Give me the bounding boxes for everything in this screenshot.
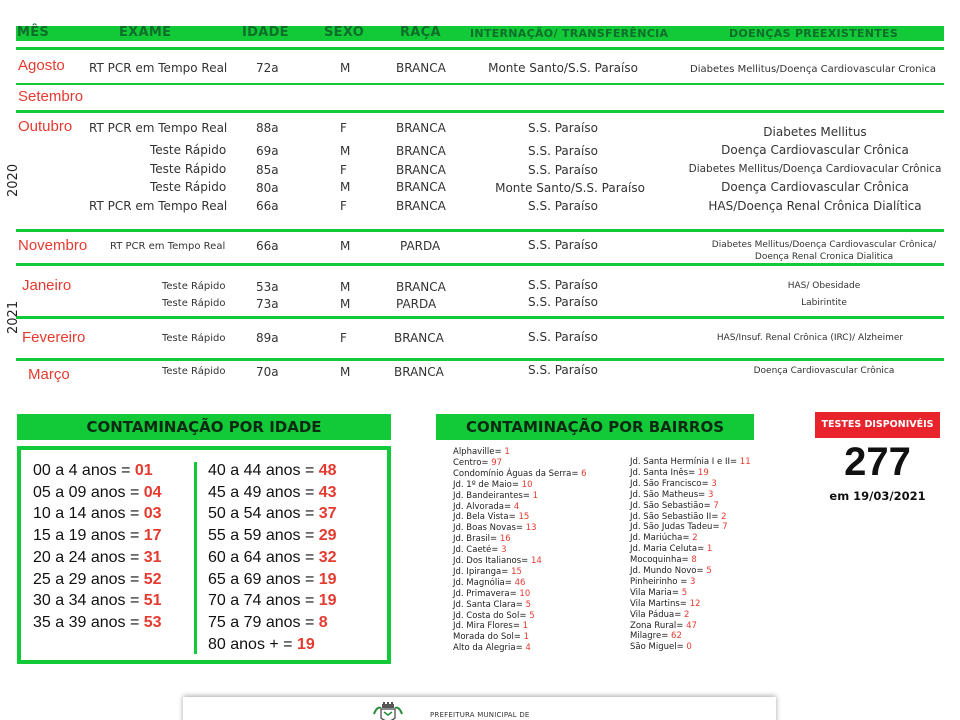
cell-sexo: F bbox=[340, 121, 347, 135]
bairro-count: 7 bbox=[722, 522, 728, 533]
cell-raca: PARDA bbox=[400, 239, 441, 253]
bairro-name: Jd. 1º de Maio= bbox=[453, 479, 522, 490]
bairro-count: 0 bbox=[686, 642, 692, 653]
cell-internacao: S.S. Paraíso bbox=[528, 199, 598, 213]
bairro-row bbox=[453, 643, 531, 653]
age-range-row bbox=[208, 527, 337, 545]
cell-internacao: S.S. Paraíso bbox=[528, 330, 598, 344]
age-range-count: 17 bbox=[143, 527, 162, 545]
bairro-name: Jd. Mundo Novo= bbox=[630, 566, 707, 576]
bairro-count: 10 bbox=[521, 479, 533, 490]
bairro-row bbox=[630, 642, 692, 652]
age-range-label: 50 a 54 anos = bbox=[208, 505, 319, 523]
bairro-name: Jd. Alvorada= bbox=[453, 501, 514, 512]
bairro-name: Jd. Santa Clara= bbox=[453, 599, 526, 610]
age-range-row bbox=[33, 505, 162, 523]
age-range-label: 70 a 74 anos = bbox=[208, 592, 319, 610]
age-range-count: 37 bbox=[318, 505, 337, 523]
cell-sexo: M bbox=[340, 280, 351, 294]
header-sexo: SEXO bbox=[324, 25, 365, 40]
age-range-count: 48 bbox=[318, 462, 337, 479]
bairro-row bbox=[630, 512, 727, 522]
cell-raca: BRANCA bbox=[396, 199, 446, 213]
age-range-label: 45 a 49 anos = bbox=[208, 483, 319, 501]
row-separator bbox=[16, 358, 944, 361]
bairro-name: Jd. Bandeirantes= bbox=[453, 490, 533, 501]
age-panel-title: CONTAMINAÇÃO POR IDADE bbox=[17, 414, 391, 440]
age-range-label: 60 a 64 anos = bbox=[208, 548, 319, 566]
bairro-count: 5 bbox=[681, 587, 688, 598]
bairro-name: Jd. Mira Flores= bbox=[453, 621, 523, 632]
cell-raca: BRANCA bbox=[396, 144, 446, 158]
bairro-count: 47 bbox=[686, 620, 697, 631]
bairro-row bbox=[630, 566, 712, 576]
age-range-row bbox=[208, 462, 337, 480]
cell-doencas: HAS/Doença Renal Crônica Dialítica bbox=[708, 199, 922, 213]
bairro-name: Jd. São Matheus= bbox=[630, 489, 708, 500]
bairro-row bbox=[453, 480, 533, 490]
cell-exame: RT PCR em Tempo Real bbox=[89, 121, 228, 135]
cell-exame: RT PCR em Tempo Real bbox=[110, 241, 226, 252]
bairro-name: Jd. Brasil= bbox=[453, 534, 500, 545]
bairro-name: Jd. Caeté= bbox=[453, 545, 502, 556]
bairro-name: Centro= bbox=[453, 457, 492, 468]
month-novembro: Novembro bbox=[18, 237, 88, 254]
bairro-row bbox=[630, 610, 689, 620]
year-label-2020: 2020 bbox=[6, 163, 21, 197]
cell-doencas: Diabetes Mellitus/Doença Cardiovascular Crônica/ bbox=[711, 240, 937, 250]
bairro-name: Jd. São Sebastião II= bbox=[630, 511, 722, 522]
cell-internacao: Monte Santo/S.S. Paraíso bbox=[488, 61, 638, 75]
cell-idade: 66a bbox=[256, 239, 279, 253]
age-range-label: 10 a 14 anos = bbox=[33, 505, 144, 523]
bairro-row bbox=[453, 567, 522, 577]
cell-doencas: Doença Cardiovascular Crônica bbox=[721, 180, 909, 194]
bairro-count: 10 bbox=[519, 588, 531, 599]
cell-doencas: Diabetes Mellitus/Doença Cardiovascular Cronica bbox=[690, 64, 936, 75]
bairro-count: 1 bbox=[532, 490, 539, 501]
bairro-name: São Miguel= bbox=[630, 642, 687, 653]
bairro-name: Jd. Maria Celuta= bbox=[630, 544, 707, 555]
bairro-name: Zona Rural= bbox=[630, 620, 687, 631]
bairro-row bbox=[453, 469, 587, 479]
age-range-row bbox=[33, 592, 162, 610]
age-range-row bbox=[33, 549, 162, 567]
cell-idade: 88a bbox=[256, 121, 279, 135]
bairro-row bbox=[453, 534, 511, 544]
cell-internacao: S.S. Paraíso bbox=[528, 238, 598, 252]
cell-sexo: F bbox=[340, 331, 347, 345]
bairro-count: 5 bbox=[529, 610, 535, 621]
bairro-name: Jd. São Judas Tadeu= bbox=[630, 522, 723, 533]
cell-exame: RT PCR em Tempo Real bbox=[89, 61, 228, 75]
bairro-name: Alto da Alegria= bbox=[453, 643, 526, 654]
age-range-label: 00 a 4 anos = bbox=[33, 462, 135, 479]
bairro-name: Jd. Bela Vista= bbox=[453, 512, 519, 523]
cell-sexo: M bbox=[340, 144, 351, 158]
age-range-label: 15 a 19 anos = bbox=[33, 527, 144, 545]
bairro-count: 2 bbox=[721, 511, 727, 522]
cell-exame: Teste Rápido bbox=[162, 298, 226, 309]
cell-exame: RT PCR em Tempo Real bbox=[89, 199, 228, 213]
cell-idade: 72a bbox=[256, 61, 279, 75]
bairro-name: Jd. Boas Novas= bbox=[453, 523, 526, 534]
bairro-name: Jd. Santa Inês= bbox=[630, 467, 698, 478]
cell-doencas: Labirintite bbox=[801, 298, 847, 308]
bairro-count: 15 bbox=[511, 566, 522, 577]
bairro-count: 13 bbox=[525, 523, 537, 534]
bairro-name: Mocoquinha= bbox=[630, 555, 692, 566]
cell-internacao: S.S. Paraíso bbox=[528, 163, 598, 177]
header-raca: RAÇA bbox=[400, 25, 441, 40]
row-separator bbox=[16, 47, 944, 50]
cell-idade: 66a bbox=[256, 199, 279, 213]
bairro-count: 5 bbox=[706, 566, 712, 576]
bairro-count: 14 bbox=[531, 556, 542, 566]
cell-doencas: Doença Cardiovascular Crônica bbox=[753, 366, 895, 376]
municipal-seal-icon bbox=[371, 702, 405, 720]
bairro-count: 15 bbox=[518, 512, 530, 523]
age-range-count: 31 bbox=[143, 548, 162, 566]
bairro-count: 62 bbox=[671, 631, 682, 642]
bairro-count: 2 bbox=[684, 609, 690, 620]
bairro-count: 97 bbox=[491, 457, 503, 468]
header-exame: EXAME bbox=[119, 25, 172, 40]
header-idade: IDADE bbox=[242, 25, 289, 40]
cell-sexo: F bbox=[340, 163, 347, 177]
bairro-name: Jd. Costa do Sol= bbox=[453, 610, 530, 621]
bairro-name: Vila Maria= bbox=[630, 587, 682, 598]
age-range-row bbox=[33, 462, 153, 480]
cell-doencas: Diabetes Mellitus bbox=[763, 125, 867, 139]
cell-sexo: M bbox=[340, 180, 351, 194]
bairro-row bbox=[453, 632, 529, 642]
bairro-count: 8 bbox=[691, 555, 697, 566]
bairro-count: 4 bbox=[525, 643, 531, 654]
bairro-count: 5 bbox=[525, 599, 531, 610]
cell-exame: Teste Rápido bbox=[162, 366, 226, 377]
bairro-name: Jd. Santa Hermínia I e II= bbox=[630, 457, 740, 467]
bairro-row bbox=[453, 512, 529, 522]
row-separator bbox=[16, 110, 944, 113]
bairro-name: Jd. São Francisco= bbox=[630, 478, 712, 489]
bairro-row bbox=[453, 523, 537, 533]
year-label-2021: 2021 bbox=[6, 300, 21, 334]
bairro-count: 46 bbox=[514, 577, 526, 588]
tests-available-date: em 19/03/2021 bbox=[829, 489, 926, 503]
bairro-name: Jd. Ipiranga= bbox=[453, 566, 512, 577]
age-range-row bbox=[208, 505, 337, 523]
cell-doencas: Doença Renal Cronica Dialitica bbox=[754, 252, 894, 262]
age-range-count: 52 bbox=[143, 570, 162, 588]
bairro-name: Morada do Sol= bbox=[453, 632, 524, 643]
bairro-row bbox=[630, 631, 682, 641]
cell-raca: BRANCA bbox=[396, 180, 446, 194]
row-separator bbox=[16, 83, 944, 85]
footer-text: PREFEITURA MUNICIPAL DE bbox=[430, 711, 530, 719]
month-fevereiro: Fevereiro bbox=[22, 329, 86, 346]
age-range-label: 35 a 39 anos = bbox=[33, 613, 144, 631]
cell-idade: 89a bbox=[256, 331, 279, 345]
cell-sexo: M bbox=[340, 297, 351, 311]
bairro-count: 1 bbox=[523, 632, 530, 643]
bairro-count: 1 bbox=[504, 447, 510, 457]
cell-internacao: S.S. Paraíso bbox=[528, 295, 598, 309]
bairro-name: Alphaville= bbox=[453, 447, 505, 457]
age-range-count: 43 bbox=[318, 483, 337, 501]
bairro-row bbox=[630, 533, 698, 543]
cell-sexo: M bbox=[340, 365, 351, 379]
bairro-row bbox=[453, 589, 530, 599]
cell-internacao: S.S. Paraíso bbox=[528, 363, 598, 377]
age-range-row bbox=[208, 636, 315, 654]
cell-exame: Teste Rápido bbox=[162, 281, 226, 292]
bairro-name: Jd. Primavera= bbox=[453, 588, 520, 599]
cell-idade: 85a bbox=[256, 163, 279, 177]
cell-sexo: F bbox=[340, 199, 347, 213]
bairro-name: Condomínio Águas da Serra= bbox=[453, 468, 582, 479]
age-range-row bbox=[208, 484, 337, 502]
cell-raca: BRANCA bbox=[396, 61, 446, 75]
age-range-count: 19 bbox=[318, 570, 337, 588]
bairro-row bbox=[453, 611, 535, 621]
age-range-row bbox=[33, 614, 162, 632]
bairro-row bbox=[630, 522, 728, 532]
bairro-count: 3 bbox=[711, 478, 717, 489]
age-range-count: 19 bbox=[318, 592, 337, 610]
header-mes: MÊS bbox=[17, 25, 50, 40]
bairro-row bbox=[630, 490, 713, 500]
bairro-row bbox=[453, 545, 507, 555]
age-range-count: 53 bbox=[143, 613, 162, 631]
cell-raca: BRANCA bbox=[396, 280, 446, 294]
cell-raca: PARDA bbox=[396, 297, 437, 311]
bairro-count: 2 bbox=[692, 533, 698, 544]
bairro-name: Jd. Dos Italianos= bbox=[453, 556, 532, 566]
age-panel-divider bbox=[194, 462, 197, 654]
bairro-row bbox=[630, 599, 700, 609]
bairro-count: 19 bbox=[697, 467, 709, 478]
age-range-label: 30 a 34 anos = bbox=[33, 592, 144, 610]
bairro-name: Pinheirinho = bbox=[630, 576, 691, 587]
age-range-label: 40 a 44 anos = bbox=[208, 462, 319, 479]
bairro-row bbox=[630, 501, 719, 511]
age-range-label: 25 a 29 anos = bbox=[33, 570, 144, 588]
cell-doencas: Diabetes Mellitus/Doença Cardiovacular Crônica bbox=[688, 163, 942, 175]
cell-raca: BRANCA bbox=[394, 365, 444, 379]
bairro-row bbox=[630, 577, 695, 587]
month-janeiro: Janeiro bbox=[22, 277, 72, 294]
month-outubro: Outubro bbox=[18, 118, 73, 135]
cell-exame: Teste Rápido bbox=[162, 333, 226, 344]
age-range-row bbox=[208, 549, 337, 567]
cell-raca: BRANCA bbox=[396, 163, 446, 177]
cell-internacao: S.S. Paraíso bbox=[528, 144, 598, 158]
cell-exame: Teste Rápido bbox=[150, 180, 227, 194]
age-range-count: 03 bbox=[143, 505, 162, 523]
month-agosto: Agosto bbox=[18, 57, 65, 74]
bairro-row bbox=[630, 588, 687, 598]
age-range-label: 75 a 79 anos = bbox=[208, 613, 319, 631]
cell-exame: Teste Rápido bbox=[150, 143, 227, 157]
bairro-row bbox=[630, 544, 712, 554]
cell-internacao: Monte Santo/S.S. Paraíso bbox=[495, 181, 645, 195]
age-range-row bbox=[208, 592, 337, 610]
bairro-row bbox=[453, 600, 531, 610]
bairro-row bbox=[453, 491, 538, 501]
bairro-count: 3 bbox=[707, 489, 714, 500]
cell-doencas: HAS/ Obesidade bbox=[787, 281, 861, 291]
cell-sexo: M bbox=[340, 239, 351, 253]
bairro-row bbox=[453, 502, 519, 512]
age-range-row bbox=[208, 571, 337, 589]
age-range-count: 04 bbox=[143, 483, 162, 501]
cell-doencas: HAS/Insuf. Renal Crônica (IRC)/ Alzheimer bbox=[716, 333, 904, 343]
bairro-name: Vila Martins= bbox=[630, 598, 690, 609]
bairro-row bbox=[630, 555, 697, 565]
bairro-row bbox=[453, 447, 510, 457]
age-range-count: 19 bbox=[296, 635, 315, 653]
age-range-label: 65 a 69 anos = bbox=[208, 570, 319, 588]
cell-idade: 69a bbox=[256, 144, 279, 158]
bairro-row bbox=[630, 457, 751, 467]
age-range-count: 8 bbox=[318, 613, 328, 631]
bairro-name: Milagre= bbox=[630, 631, 672, 642]
age-range-label: 80 anos + = bbox=[208, 635, 297, 653]
bairro-count: 1 bbox=[706, 544, 713, 555]
age-range-label: 05 a 09 anos = bbox=[33, 483, 144, 501]
bairro-count: 1 bbox=[522, 621, 529, 632]
bairro-row bbox=[453, 578, 525, 588]
cell-raca: BRANCA bbox=[394, 331, 444, 345]
cell-exame: Teste Rápido bbox=[150, 162, 227, 176]
month-marco: Março bbox=[28, 366, 70, 383]
bairro-count: 7 bbox=[713, 500, 719, 511]
bairro-count: 4 bbox=[513, 501, 520, 512]
bairro-name: Jd. São Sebastião= bbox=[630, 500, 714, 511]
bairro-row bbox=[630, 621, 697, 631]
bairro-row bbox=[453, 556, 542, 566]
bairro-count: 6 bbox=[581, 468, 587, 479]
age-range-row bbox=[33, 484, 162, 502]
age-range-count: 29 bbox=[318, 527, 337, 545]
cell-sexo: M bbox=[340, 61, 351, 75]
cell-internacao: S.S. Paraíso bbox=[528, 121, 598, 135]
cell-raca: BRANCA bbox=[396, 121, 446, 135]
bairro-row bbox=[453, 458, 502, 468]
month-setembro: Setembro bbox=[18, 88, 84, 105]
header-internacao: INTERNAÇÃO/ TRANSFERÊNCIA bbox=[470, 27, 669, 40]
bairros-panel-title: CONTAMINAÇÃO POR BAIRROS bbox=[436, 414, 754, 440]
age-range-row bbox=[208, 614, 328, 632]
age-range-label: 20 a 24 anos = bbox=[33, 548, 144, 566]
cell-idade: 53a bbox=[256, 280, 279, 294]
bairro-name: Vila Pádua= bbox=[630, 609, 685, 620]
age-range-row bbox=[33, 571, 162, 589]
bairro-row bbox=[453, 621, 528, 631]
bairro-row bbox=[630, 468, 709, 478]
cell-doencas: Doença Cardiovascular Crônica bbox=[721, 143, 909, 157]
age-range-count: 01 bbox=[134, 462, 153, 479]
age-range-label: 55 a 59 anos = bbox=[208, 527, 319, 545]
header-doencas: DOENÇAS PREEXISTENTES bbox=[729, 27, 899, 40]
age-range-row bbox=[33, 527, 162, 545]
row-separator bbox=[16, 316, 944, 319]
row-separator bbox=[16, 263, 944, 266]
bairro-count: 12 bbox=[689, 598, 701, 609]
cell-internacao: S.S. Paraíso bbox=[528, 278, 598, 292]
bairro-count: 11 bbox=[739, 457, 751, 467]
bairro-count: 16 bbox=[499, 534, 511, 545]
cell-idade: 80a bbox=[256, 181, 279, 195]
bairro-row bbox=[630, 479, 717, 489]
row-separator bbox=[16, 229, 944, 232]
cell-idade: 70a bbox=[256, 365, 279, 379]
bairro-name: Jd. Magnólia= bbox=[453, 577, 515, 588]
tests-available-title: TESTES DISPONIVÉIS bbox=[815, 412, 940, 438]
bairro-count: 3 bbox=[690, 576, 696, 587]
age-range-count: 51 bbox=[143, 592, 162, 610]
tests-available-count: 277 bbox=[844, 440, 911, 484]
age-range-count: 32 bbox=[318, 548, 337, 566]
cell-idade: 73a bbox=[256, 297, 279, 311]
bairro-count: 3 bbox=[501, 545, 507, 556]
bairro-name: Jd. Mariúcha= bbox=[630, 533, 693, 544]
